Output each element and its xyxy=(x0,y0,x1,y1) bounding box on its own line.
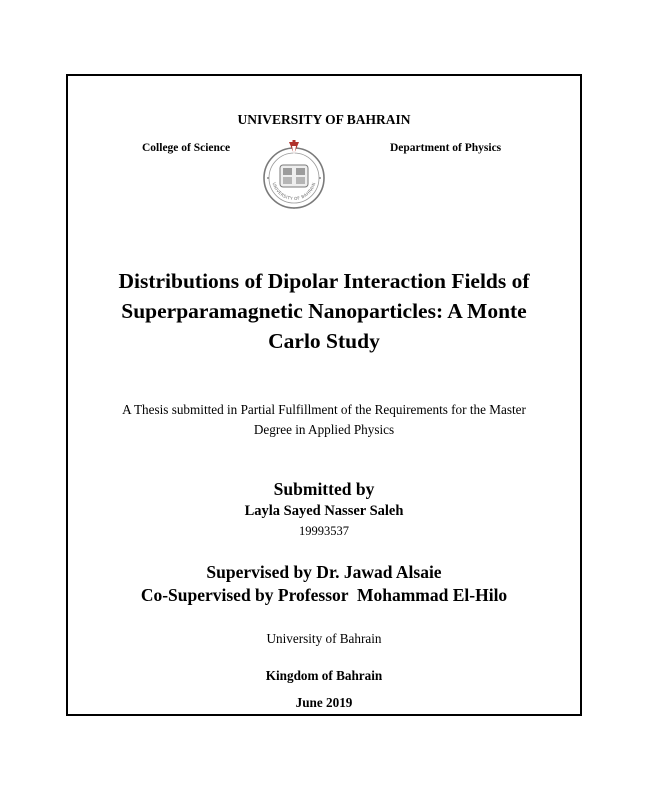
thesis-title xyxy=(68,266,580,356)
university-seal-icon xyxy=(259,138,329,212)
footer-university: University of Bahrain xyxy=(266,631,382,646)
footer-kingdom: Kingdom of Bahrain xyxy=(265,668,383,683)
thesis-statement-line: Degree in Applied Physics xyxy=(253,422,395,437)
supervisor: Supervised by Dr. Jawad Alsaie xyxy=(206,562,442,582)
author-name: Layla Sayed Nasser Saleh xyxy=(244,503,404,519)
college-name: College of Science xyxy=(142,142,231,154)
svg-text:UNIVERSITY OF BAHRAIN: UNIVERSITY OF BAHRAIN xyxy=(271,181,317,202)
title-line: Superparamagnetic Nanoparticles: A Monte xyxy=(121,299,527,323)
submitted-by-label: Submitted by xyxy=(273,479,375,499)
title-line: Distributions of Dipolar Interaction Fields of xyxy=(118,269,530,293)
thesis-cover-frame xyxy=(66,74,582,716)
title-line: Carlo Study xyxy=(268,329,380,353)
student-id: 19993537 xyxy=(299,524,349,538)
submission-date: June 2019 xyxy=(295,695,353,710)
department-name: Department of Physics xyxy=(390,142,502,154)
thesis-statement xyxy=(68,400,580,440)
university-heading: UNIVERSITY OF BAHRAIN xyxy=(237,112,411,127)
thesis-statement-line: A Thesis submitted in Partial Fulfillment of the Requirements for the Master xyxy=(122,402,526,417)
co-supervisor: Co-Supervised by Professor Mohammad El-Hilo xyxy=(140,585,508,605)
